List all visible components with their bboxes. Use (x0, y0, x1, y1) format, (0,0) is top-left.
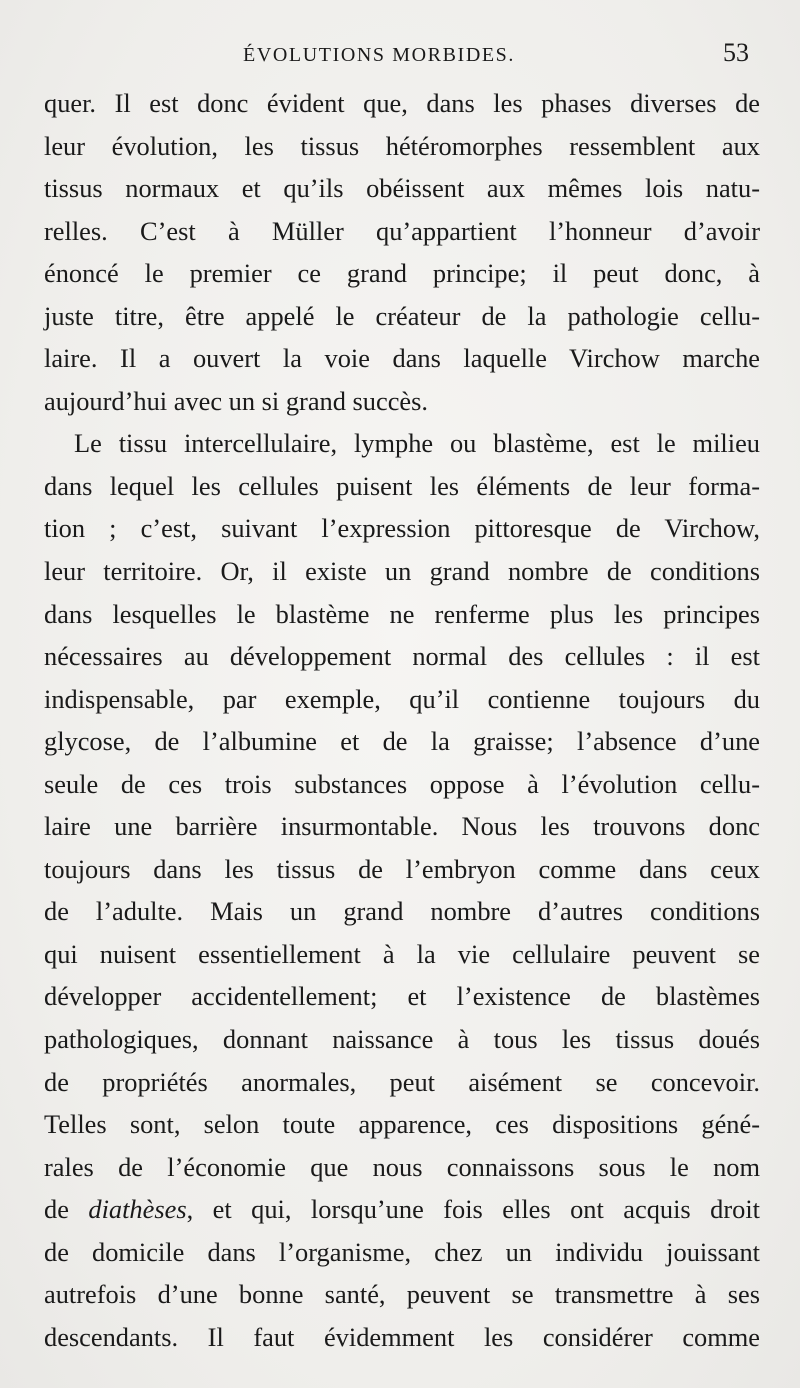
text-line: aujourd’hui avec un si grand succès. (44, 385, 429, 416)
text-line: tion ; c’est, suivant l’expression pittoresque de Virchow, (44, 513, 760, 544)
text-line: dans lesquelles le blastème ne renferme plus les principes (44, 598, 760, 629)
text-line: quer. Il est donc évident que, dans les phases diverses de (44, 88, 760, 118)
text-line-with-italic (44, 1188, 760, 1231)
text-line: Telles sont, selon toute apparence, ces dispositions géné- (44, 1109, 760, 1140)
text-line: tissus normaux et qu’ils obéissent aux mêmes lois natu- (44, 173, 760, 204)
text-line: relles. C’est à Müller qu’appartient l’honneur d’avoir (44, 215, 760, 246)
text-line: laire. Il a ouvert la voie dans laquelle Virchow marche (44, 343, 760, 374)
text-line: toujours dans les tissus de l’embryon comme dans ceux (44, 853, 760, 884)
text-line: énoncé le premier ce grand principe; il peut donc, à (44, 258, 760, 289)
text-line: autrefois d’une bonne santé, peuvent se transmettre à ses (44, 1279, 760, 1310)
text-line: rales de l’économie que nous connaissons sous le nom (44, 1151, 760, 1182)
italic-term: diathèses (88, 1194, 187, 1225)
text-line: juste titre, être appelé le créateur de la pathologie cellu- (44, 300, 760, 331)
text-segment: de (44, 1194, 89, 1225)
text-line: développer accidentellement; et l’existence de blastèmes (44, 981, 760, 1012)
text-line: leur évolution, les tissus hétéromorphes ressemblent aux (44, 130, 760, 161)
text-line: dans lequel les cellules puisent les éléments de leur forma- (44, 470, 760, 501)
paragraph-2 (44, 422, 760, 1358)
page-header (0, 34, 800, 74)
text-line: leur territoire. Or, il existe un grand nombre de conditions (44, 556, 760, 587)
text-line: seule de ces trois substances oppose à l’évolution cellu- (44, 768, 760, 799)
text-line: Le tissu intercellulaire, lymphe ou blastème, est le milieu (74, 428, 760, 459)
page-number: 53 (723, 38, 749, 67)
text-segment: , et qui, lorsqu’une fois elles ont acquis droit (186, 1194, 760, 1225)
text-line: qui nuisent essentiellement à la vie cellulaire peuvent se (44, 938, 760, 969)
text-line: laire une barrière insurmontable. Nous les trouvons donc (44, 811, 760, 842)
text-line: pathologiques, donnant naissance à tous les tissus doués (44, 1024, 760, 1055)
body-text (44, 82, 760, 1358)
text-line: glycose, de l’albumine et de la graisse; l’absence d’une (44, 726, 760, 757)
text-line: de domicile dans l’organisme, chez un individu jouissant (44, 1236, 760, 1267)
text-line: indispensable, par exemple, qu’il contienne toujours du (44, 683, 760, 714)
paragraph-1 (44, 82, 760, 422)
text-line: descendants. Il faut évidemment les considérer comme (44, 1321, 760, 1352)
text-line: nécessaires au développement normal des cellules : il est (44, 641, 760, 672)
running-title: ÉVOLUTIONS MORBIDES. (243, 44, 515, 66)
text-line: de propriétés anormales, peut aisément se concevoir. (44, 1066, 760, 1097)
text-line: de l’adulte. Mais un grand nombre d’autres conditions (44, 896, 760, 927)
